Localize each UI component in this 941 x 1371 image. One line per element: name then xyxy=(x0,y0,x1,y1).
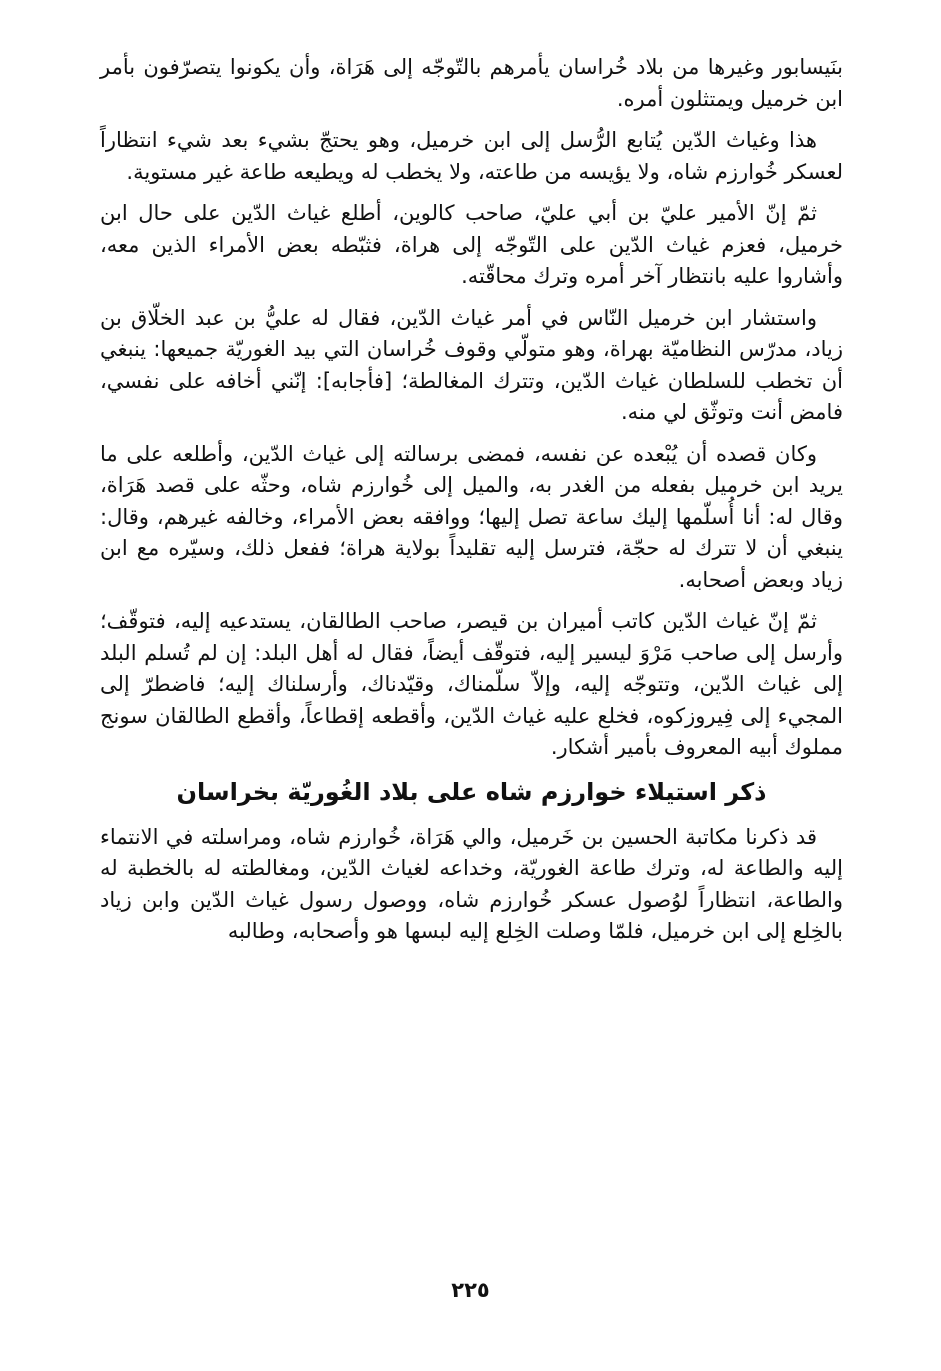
paragraph: ثمّ إنّ غياث الدّين كاتب أميران بن قيصر، صاحب الطالقان، يستدعيه إليه، فتوقّف؛ وأرسل إلى صاحب مَرْوَ ليسير إليه، فتوقّف أيضاً، فقال له أهل البلد: إن لم تُسلم البلد إلى غياث الدّين، وتتوجّه إليه، وإلاّ سلّمناك، وقيّدناك، وأرسلناك إليه؛ فاضطرّ إلى المجيء إلى فِيروزكوه، فخلع عليه غياث الدّين، وأقطعه إقطاعاً، وأقطع الطالقان سونج مملوك أبيه المعروف بأمير أشكار. xyxy=(100,609,843,759)
page-number: ٢٢٥ xyxy=(451,1278,490,1302)
paragraph: ثمّ إنّ الأمير عليّ بن أبي عليّ، صاحب كالوين، أطلع غياث الدّين على حال ابن خرميل، فعزم غياث الدّين على التّوجّه إلى هراة، فثبّطه بعض الأمراء الذين معه، وأشاروا عليه بانتظار آخر أمره وترك محاقّته. xyxy=(100,201,843,288)
section-heading: ذكر استيلاء خوارزم شاه على بلاد الغُوريّة بخراسان xyxy=(176,777,767,806)
paragraph: بنَيسابور وغيرها من بلاد خُراسان يأمرهم بالتّوجّه إلى هَرَاة، وأن يكونوا يتصرّفون بأمر ابن خرميل ويمتثلون أمره. xyxy=(100,55,843,111)
paragraph: هذا وغياث الدّين يُتابع الرُّسل إلى ابن خرميل، وهو يحتجّ بشيء بعد شيء انتظاراً لعسكر خُوارزم شاه، ولا يؤيسه من طاعته، ولا يخطب له ويطيعه طاعة غير مستوية. xyxy=(100,128,843,184)
paragraph: قد ذكرنا مكاتبة الحسين بن خَرميل، والي هَرَاة، خُوارزم شاه، ومراسلته في الانتماء إليه والطاعة له، وترك طاعة الغوريّة، وخداعه لغياث الدّين، ومغالطته له بالخطبة له والطاعة، انتظاراً لوُصول عسكر خُوارزم شاه، ووصول رسول غياث الدّين وابن زياد بالخِلع إلى ابن خرميل، فلمّا وصلت الخِلع إليه لبسها هو وأصحابه، وطالبه xyxy=(100,824,843,943)
text-column xyxy=(100,52,843,948)
paragraph: واستشار ابن خرميل النّاس في أمر غياث الدّين، فقال له عليُّ بن عبد الخلّاق بن زياد، مدرّس النظاميّة بهراة، وهو متولّي وقوف خُراسان التي بيد الغوريّة جميعها: ينبغي أن تخطب للسلطان غياث الدّين، وتترك المغالطة؛ [فأجابه]: إنّني أخافه على نفسي، فامض أنت وتوثّق لي منه. xyxy=(100,305,843,424)
paragraph: وكان قصده أن يُبْعده عن نفسه، فمضى برسالته إلى غياث الدّين، وأطلعه على ما يريد ابن خرميل بفعله من الغدر به، والميل إلى خُوارزم شاه، وحثّه على قصد هَرَاة، وقال له: أنا أُسلّمها إليك ساعة تصل إليها؛ ووافقه بعض الأمراء، وخالفه غيرهم، وقال: ينبغي أن لا تترك له حجّة، فترسل إليه تقليداً بولاية هراة؛ ففعل ذلك، وسيّره مع ابن زياد وبعض أصحابه. xyxy=(100,441,843,592)
